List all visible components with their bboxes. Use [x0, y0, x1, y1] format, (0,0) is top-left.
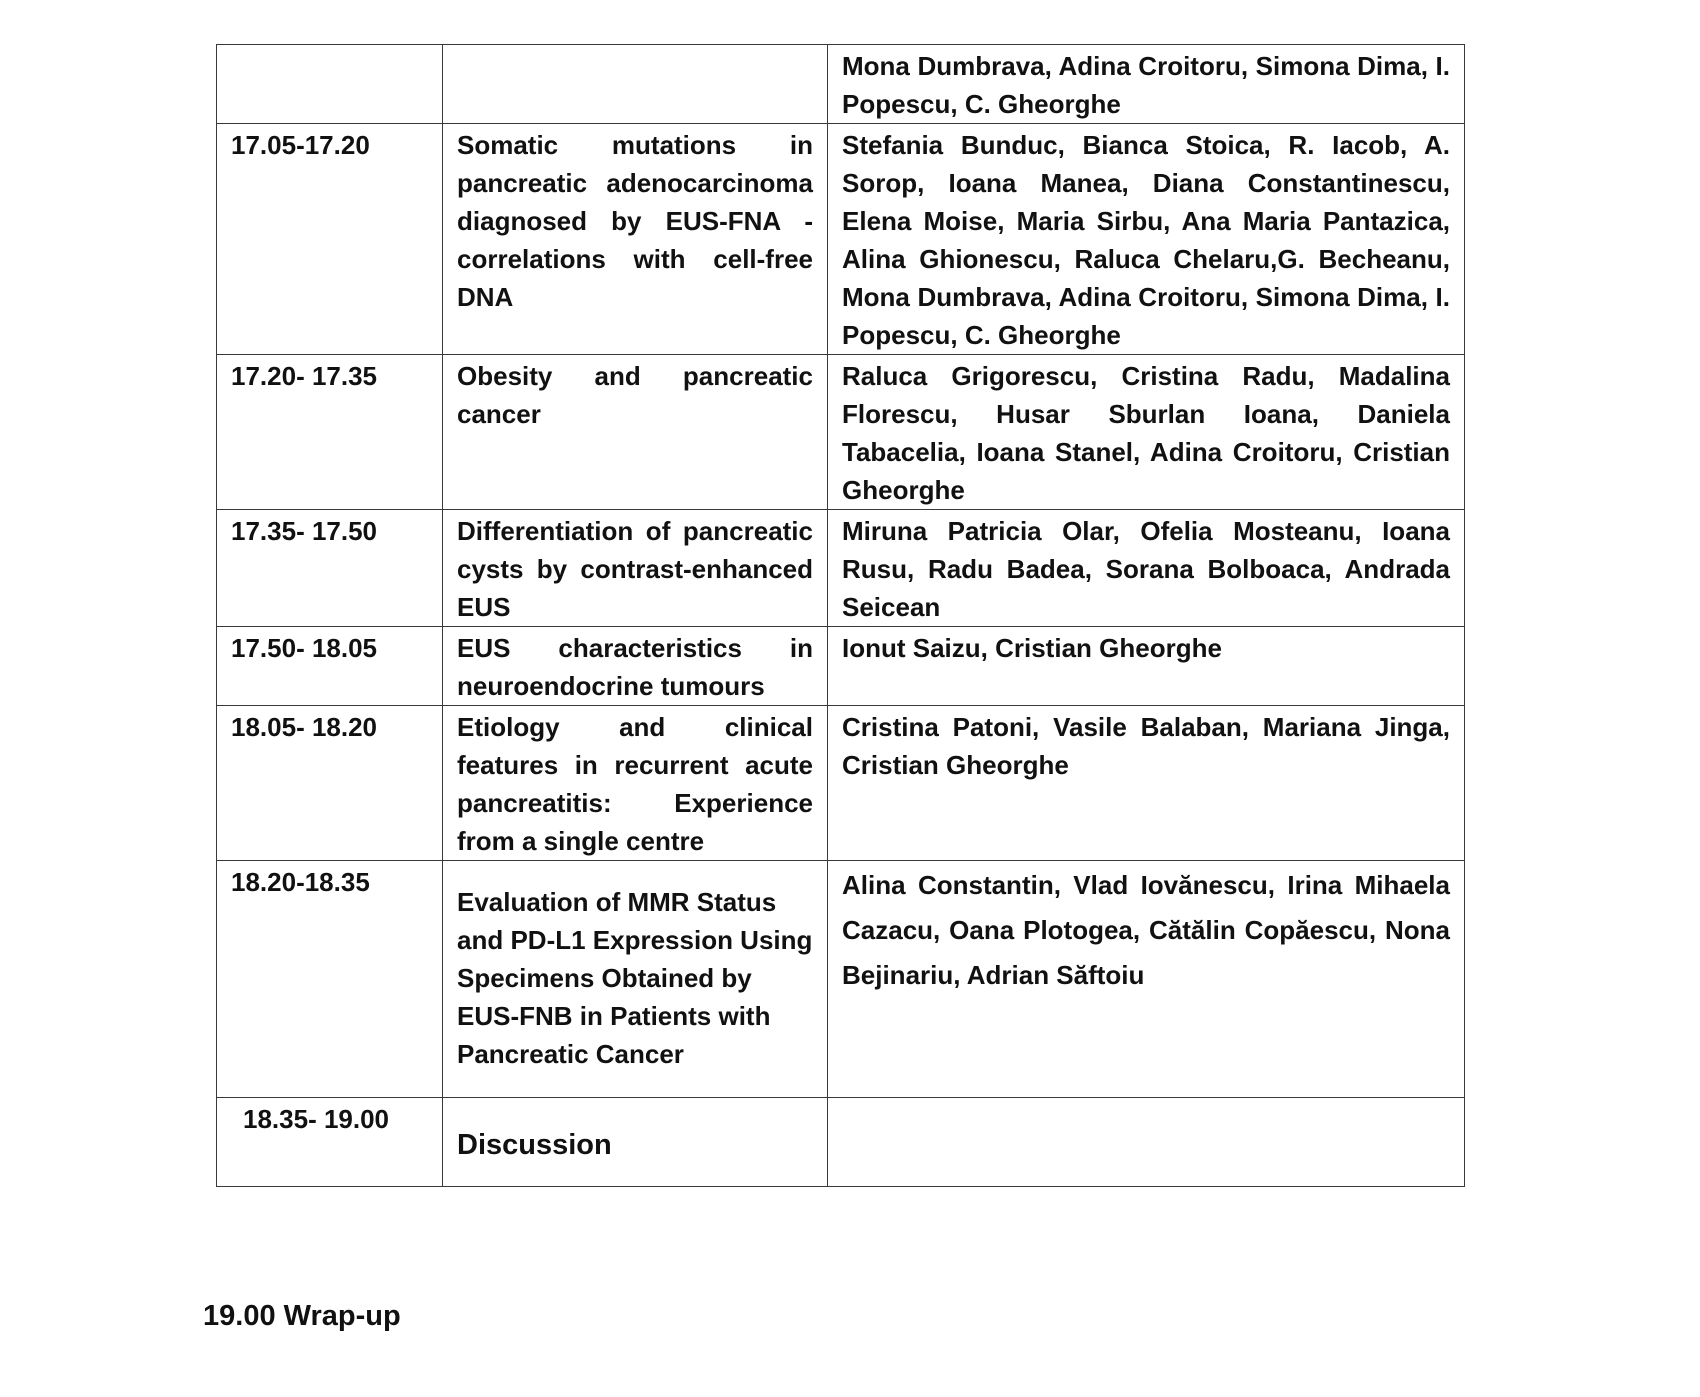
session-title: EUS characteristics in neuroendocrine tumours [443, 627, 828, 706]
table-row [217, 706, 1465, 861]
table-row [217, 627, 1465, 706]
table-row [217, 124, 1465, 355]
table-row [217, 1098, 1465, 1187]
session-time: 17.05-17.20 [217, 124, 443, 355]
session-title: Discussion [443, 1098, 828, 1187]
session-title [443, 45, 828, 124]
session-title: Etiology and clinical features in recurrent acute pancreatitis: Experience from a single centre [443, 706, 828, 861]
session-title: Somatic mutations in pancreatic adenocarcinoma diagnosed by EUS-FNA - correlations with cell-free DNA [443, 124, 828, 355]
session-authors: Mona Dumbrava, Adina Croitoru, Simona Dima, I. Popescu, C. Gheorghe [828, 45, 1465, 124]
table-row [217, 355, 1465, 510]
session-time: 17.50- 18.05 [217, 627, 443, 706]
session-time: 17.20- 17.35 [217, 355, 443, 510]
session-authors: Cristina Patoni, Vasile Balaban, Mariana Jinga, Cristian Gheorghe [828, 706, 1465, 861]
session-authors: Stefania Bunduc, Bianca Stoica, R. Iacob, A. Sorop, Ioana Manea, Diana Constantinescu, Elena Moise, Maria Sirbu, Ana Maria Pantazica, Alina Ghionescu, Raluca Chelaru,G. Becheanu, Mona Dumbrava, Adina Croitoru, Simona Dima, I. Popescu, C. Gheorghe [828, 124, 1465, 355]
table-row [217, 45, 1465, 124]
session-authors: Miruna Patricia Olar, Ofelia Mosteanu, Ioana Rusu, Radu Badea, Sorana Bolboaca, Andrada Seicean [828, 510, 1465, 627]
session-authors: Raluca Grigorescu, Cristina Radu, Madalina Florescu, Husar Sburlan Ioana, Daniela Tabacelia, Ioana Stanel, Adina Croitoru, Cristian Gheorghe [828, 355, 1465, 510]
session-authors: Alina Constantin, Vlad Iovănescu, Irina Mihaela Cazacu, Oana Plotogea, Cătălin Copăescu, Nona Bejinariu, Adrian Săftoiu [828, 861, 1465, 1098]
session-authors: Ionut Saizu, Cristian Gheorghe [828, 627, 1465, 706]
session-time: 17.35- 17.50 [217, 510, 443, 627]
session-time: 18.35- 19.00 [217, 1098, 443, 1187]
session-title: Obesity and pancreatic cancer [443, 355, 828, 510]
table-row [217, 861, 1465, 1098]
session-title: Evaluation of MMR Status and PD-L1 Expression Using Specimens Obtained by EUS-FNB in Patients with Pancreatic Cancer [443, 861, 828, 1098]
session-title: Differentiation of pancreatic cysts by contrast-enhanced EUS [443, 510, 828, 627]
wrap-up-line: 19.00 Wrap-up [203, 1300, 401, 1332]
program-table [216, 44, 1465, 1187]
table-row [217, 510, 1465, 627]
session-authors [828, 1098, 1465, 1187]
session-time: 18.05- 18.20 [217, 706, 443, 861]
session-time [217, 45, 443, 124]
session-time: 18.20-18.35 [217, 861, 443, 1098]
